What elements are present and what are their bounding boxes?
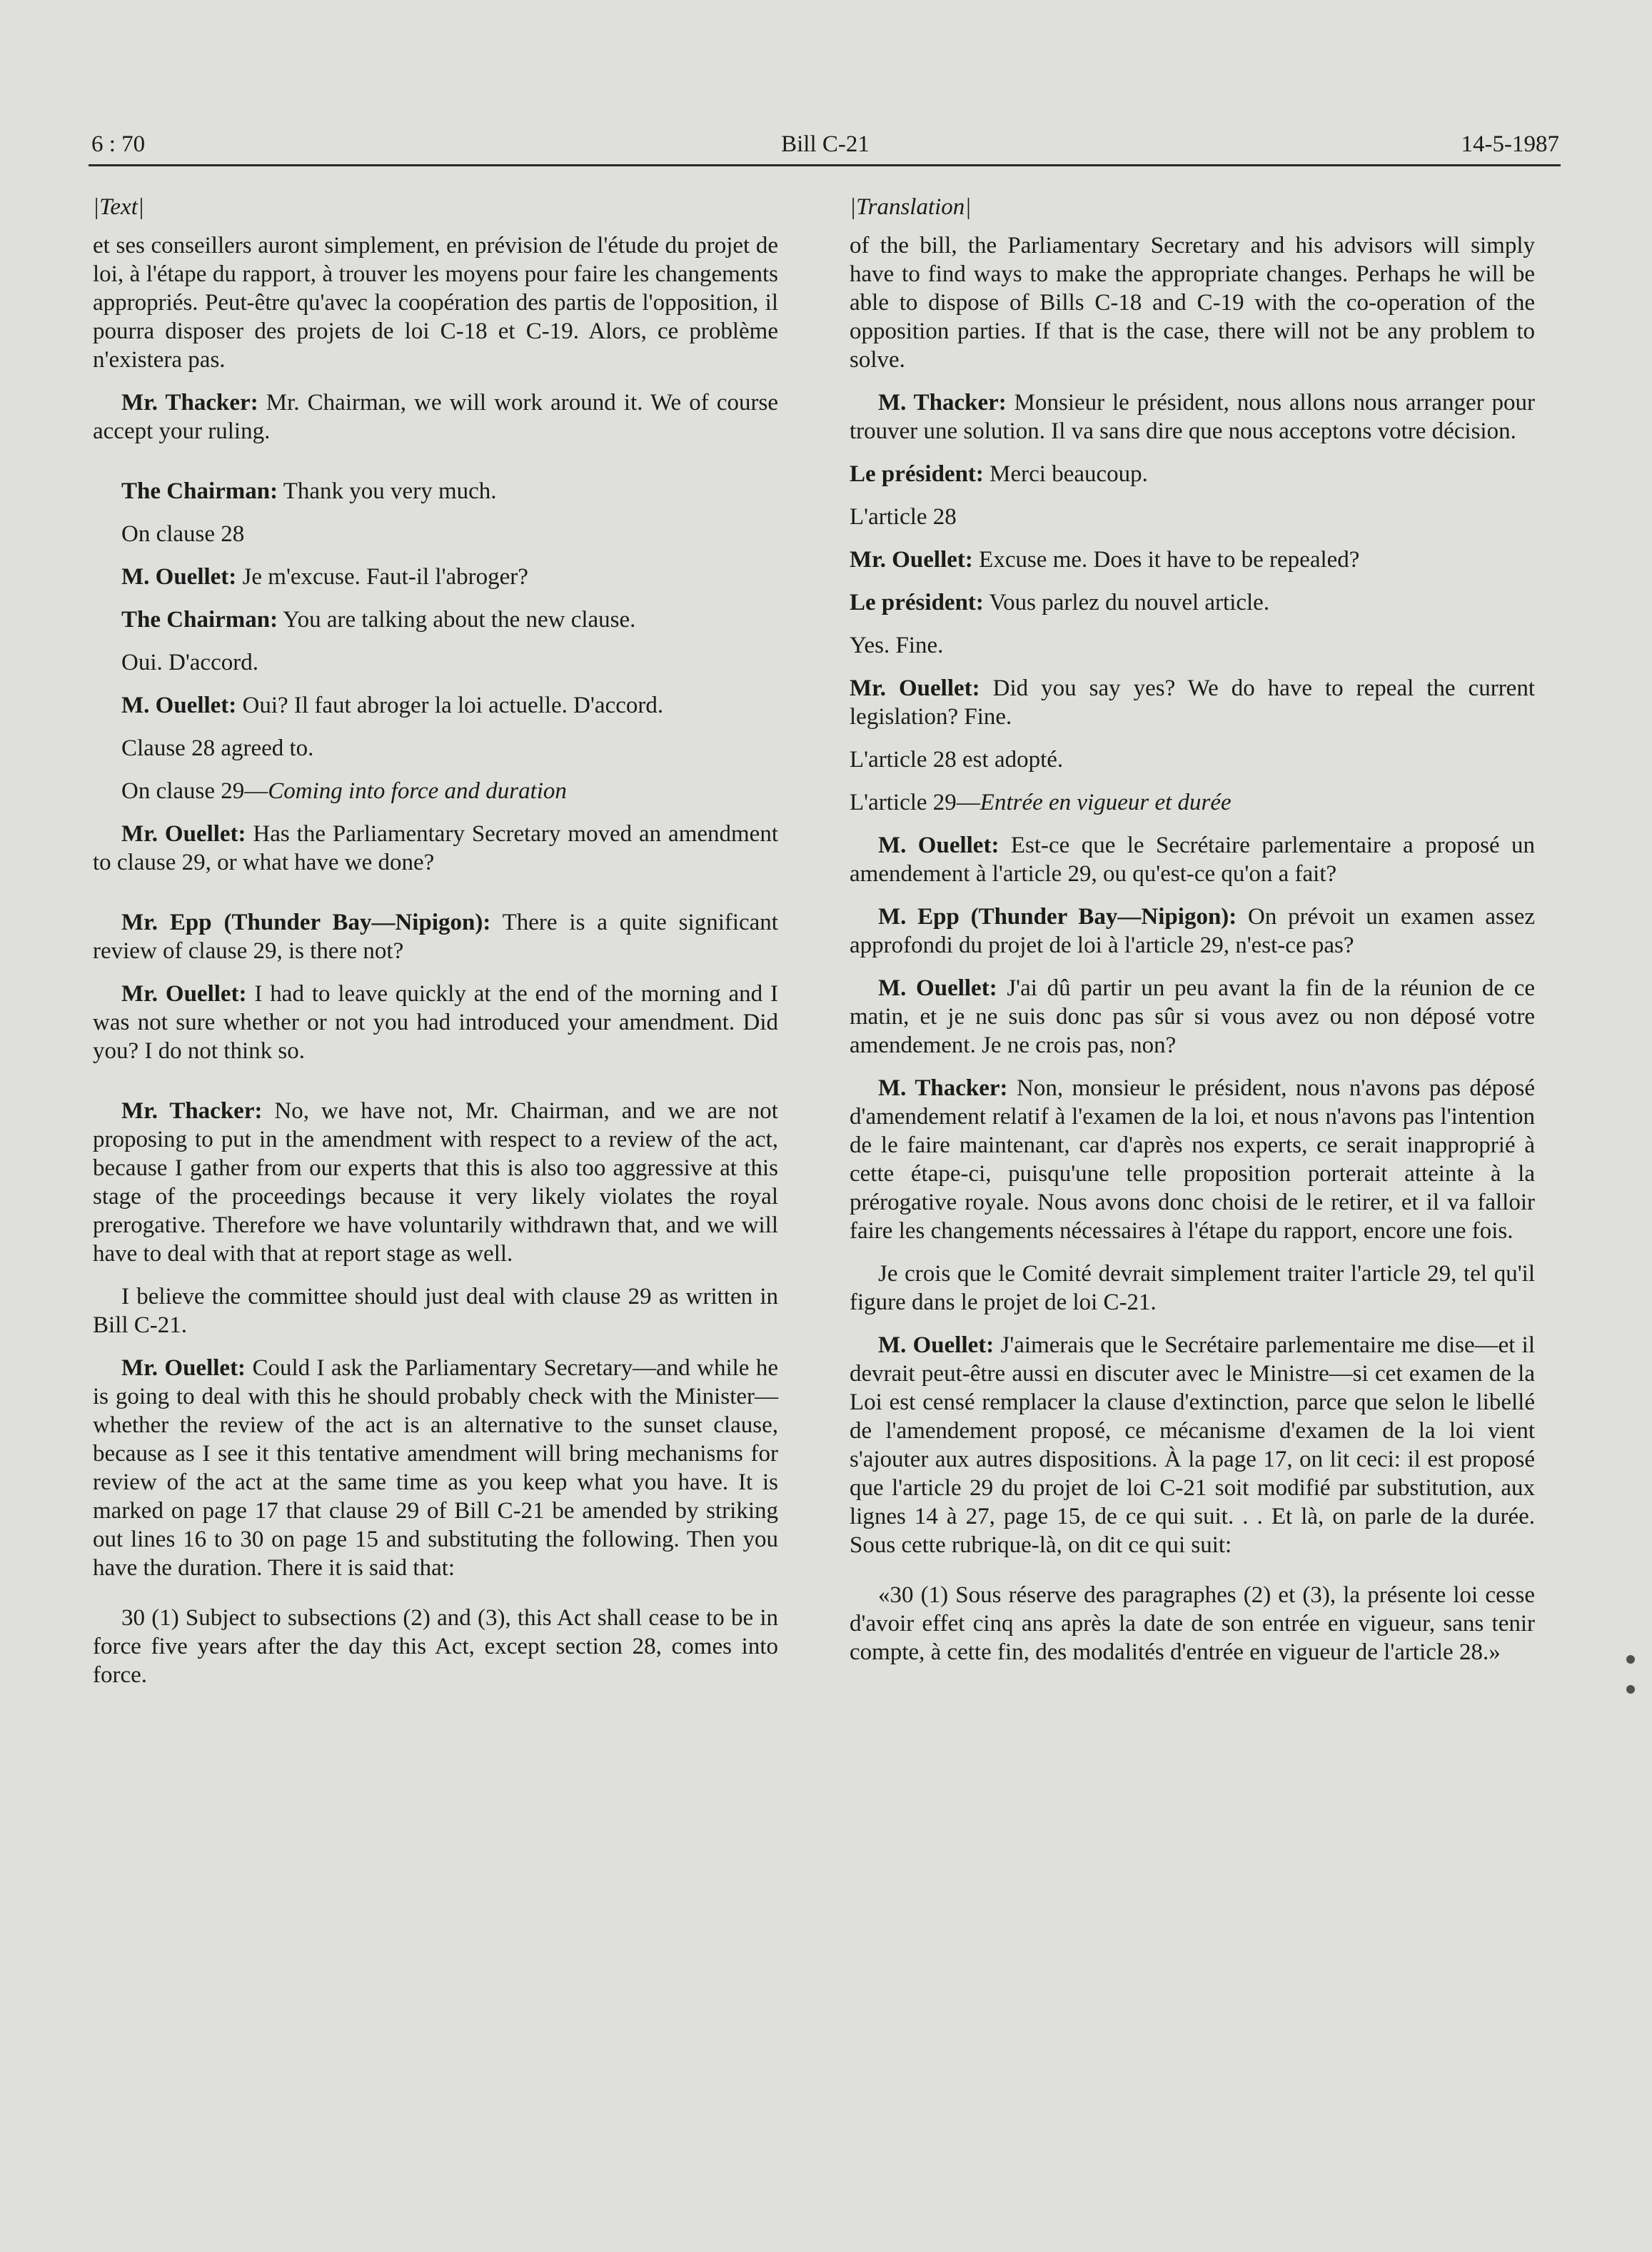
paragraph-intro: of the bill, the Parliamentary Secretary and his advisors will simply have to find ways to make the appropriate changes. Perhaps he will be able to dispose of Bills C-18 and C-19 with the co-operation of the opposition parties. If that is the case, there will not be any problem to solve. xyxy=(850,233,1535,373)
speech-text: Mr. Chairman, we will work around it. We of course accept your ruling. xyxy=(93,390,778,444)
clause-prefix: L'article 29— xyxy=(850,790,980,815)
speaker-name: Mr. Ouellet: xyxy=(850,547,973,573)
speaker-name: M. Ouellet: xyxy=(121,693,237,718)
clause-heading xyxy=(850,788,1535,817)
speaker-name: Mr. Thacker: xyxy=(121,1098,263,1124)
clause-title: Coming into force and duration xyxy=(268,778,567,804)
speech-text: Thank you very much. xyxy=(278,478,497,504)
paragraph xyxy=(850,1331,1535,1559)
paragraph xyxy=(93,980,778,1065)
speech-text: J'aimerais que le Secrétaire parlementaire me dise—et il devrait peut-être aussi en discuter avec le Ministre—si cet examen de la Loi est censé remplacer la clause d'extinction, parce que selon le libellé de l'amendement proposé, ce mécanisme d'examen de la loi vient s'ajouter aux autres dispositions. À la page 17, on lit ceci: il est proposé que l'article 29 du projet de loi C-21 soit modifié par substitution, aux lignes 14 à 27, page 15, de ce qui suit. . . Et là, on parle de la durée. Sous cette rubrique-là, on dit ce qui suit: xyxy=(850,1332,1536,1558)
speaker-name: Mr. Ouellet: xyxy=(850,675,980,701)
paragraph xyxy=(93,477,778,506)
speech-text: On prévoit un examen assez approfondi du projet de loi à l'article 29, n'est-ce pas? xyxy=(850,904,1535,958)
clause-heading: On clause 28 xyxy=(121,521,245,547)
header-date: 14-5-1987 xyxy=(1461,131,1559,157)
speech-text: Did you say yes? We do have to repeal the current legislation? Fine. xyxy=(850,675,1535,730)
speech-text: Monsieur le président, nous allons nous arranger pour trouver une solution. Il va sans dire que nous acceptons votre décision. xyxy=(850,390,1535,444)
paragraph xyxy=(93,388,778,446)
speaker-name: M. Epp (Thunder Bay—Nipigon): xyxy=(878,904,1237,930)
paragraph xyxy=(850,831,1535,888)
speaker-name: Mr. Ouellet: xyxy=(121,981,247,1007)
paragraph xyxy=(850,388,1535,446)
speech-text: Non, monsieur le président, nous n'avons pas déposé d'amendement relatif à l'examen de la loi, et nous n'avons pas l'intention de le faire maintenant, car d'après nos experts, ce serait inapproprié à cette étape-ci, puisqu'une telle proposition porterait atteinte à la prérogative royale. Nous avons donc choisi de le retirer, et il va falloir faire les changements nécessaires à l'étape du rapport, encore une fois. xyxy=(850,1075,1536,1244)
binding-hole-icon xyxy=(1626,1655,1635,1664)
column-label: |Translation| xyxy=(850,194,972,220)
paragraph: Oui. D'accord. xyxy=(121,650,258,675)
speech-text: Oui? Il faut abroger la loi actuelle. D'accord. xyxy=(236,693,664,718)
speech-text: Could I ask the Parliamentary Secretary—and while he is going to deal with this he should probably check with the Minister—whether the review of the act is an alternative to the sunset clause, because as I see it this tentative amendment will bring mechanisms for review of the act at the same time as you keep what you have. It is marked on page 17 that clause 29 of Bill C-21 be amended by striking out lines 16 to 30 on page 15 and substituting the following. Then you have the duration. There it is said that: xyxy=(93,1355,778,1581)
paragraph xyxy=(850,460,1535,488)
speech-text: There is a quite significant review of clause 29, is there not? xyxy=(93,910,778,964)
paragraph xyxy=(850,903,1535,960)
clause-result: Clause 28 agreed to. xyxy=(121,735,314,761)
clause-heading: L'article 28 xyxy=(850,504,957,530)
speaker-name: Mr. Thacker: xyxy=(121,390,258,416)
speaker-name: Mr. Epp (Thunder Bay—Nipigon): xyxy=(121,910,491,935)
paragraph xyxy=(850,1074,1535,1245)
speaker-name: Mr. Ouellet: xyxy=(121,821,246,847)
header-rule xyxy=(89,164,1561,166)
paragraph xyxy=(93,605,778,634)
speech-text: Est-ce que le Secrétaire parlementaire a proposé un amendement à l'article 29, ou qu'est-ce qu'on a fait? xyxy=(850,833,1535,887)
speaker-name: M. Ouellet: xyxy=(878,1332,994,1358)
paragraph xyxy=(850,546,1535,574)
binding-hole-icon xyxy=(1626,1685,1635,1694)
speech-text: J'ai dû partir un peu avant la fin de la réunion de ce matin, et je ne suis donc pas sûr si vous avez ou non déposé votre amendement. Je ne crois pas, non? xyxy=(850,975,1536,1058)
right-column-translation xyxy=(850,186,1535,1667)
paragraph xyxy=(93,1354,778,1582)
speaker-name: M. Thacker: xyxy=(878,390,1007,416)
paragraph xyxy=(850,974,1535,1060)
paragraph xyxy=(93,1097,778,1268)
speech-text: You are talking about the new clause. xyxy=(278,607,636,633)
clause-result: L'article 28 est adopté. xyxy=(850,747,1064,773)
speaker-name: The Chairman: xyxy=(121,607,278,633)
clause-prefix: On clause 29— xyxy=(121,778,268,804)
speaker-name: M. Thacker: xyxy=(878,1075,1008,1101)
paragraph xyxy=(93,563,778,591)
paragraph: Yes. Fine. xyxy=(850,633,944,658)
speaker-name: Le président: xyxy=(850,590,984,615)
paragraph xyxy=(850,588,1535,617)
quoted-clause: 30 (1) Subject to subsections (2) and (3), this Act shall cease to be in force five years after the day this Act, except section 28, comes into force. xyxy=(93,1605,778,1688)
speaker-name: M. Ouellet: xyxy=(121,564,237,590)
clause-heading xyxy=(93,777,778,805)
speech-text: Vous parlez du nouvel article. xyxy=(983,590,1270,615)
left-column-text xyxy=(93,186,778,1689)
speech-text: Has the Parliamentary Secretary moved an amendment to clause 29, or what have we done? xyxy=(93,821,778,875)
paragraph xyxy=(93,691,778,720)
paragraph xyxy=(93,908,778,965)
speaker-name: Le président: xyxy=(850,461,984,487)
column-label-text: Text xyxy=(99,194,138,220)
bill-title: Bill C-21 xyxy=(781,131,870,157)
paragraph: Je crois que le Comité devrait simplement traiter l'article 29, tel qu'il figure dans le projet de loi C-21. xyxy=(850,1261,1535,1315)
paragraph xyxy=(93,820,778,877)
paragraph-intro: et ses conseillers auront simplement, en prévision de l'étude du projet de loi, à l'étape du rapport, à trouver les moyens pour faire les changements appropriés. Peut-être qu'avec la coopération des partis de l'opposition, il pourra disposer des projets de loi C-18 et C-19. Alors, ce problème n'existera pas. xyxy=(93,233,778,373)
speech-text: Merci beaucoup. xyxy=(983,461,1148,487)
clause-title: Entrée en vigueur et durée xyxy=(979,790,1232,815)
speech-text: I had to leave quickly at the end of the morning and I was not sure whether or not you had introduced your amendment. Did you? I do not think so. xyxy=(93,981,778,1064)
speaker-name: Mr. Ouellet: xyxy=(121,1355,246,1381)
speech-text: No, we have not, Mr. Chairman, and we are not proposing to put in the amendment with respect to a review of the act, because I gather from our experts that this is also too aggressive at this stage of the proceedings because it very likely violates the royal prerogative. Therefore we have voluntarily withdrawn that, and we will have to deal with that at report stage as well. xyxy=(93,1098,778,1267)
speaker-name: M. Ouellet: xyxy=(878,975,997,1001)
paragraph xyxy=(850,674,1535,731)
quoted-clause: «30 (1) Sous réserve des paragraphes (2) et (3), la présente loi cesse d'avoir effet cinq ans après la date de son entrée en vigueur, sans tenir compte, à cette fin, des modalités d'entrée en vigueur de l'article 28.» xyxy=(850,1582,1535,1665)
page-reference: 6 : 70 xyxy=(91,131,146,157)
speaker-name: M. Ouellet: xyxy=(878,833,999,858)
speaker-name: The Chairman: xyxy=(121,478,278,504)
column-label: |Text| xyxy=(93,194,144,220)
speech-text: Je m'excuse. Faut-il l'abroger? xyxy=(236,564,528,590)
column-label-text: Translation xyxy=(856,194,965,220)
paragraph: I believe the committee should just deal with clause 29 as written in Bill C-21. xyxy=(93,1284,778,1338)
speech-text: Excuse me. Does it have to be repealed? xyxy=(972,547,1360,573)
